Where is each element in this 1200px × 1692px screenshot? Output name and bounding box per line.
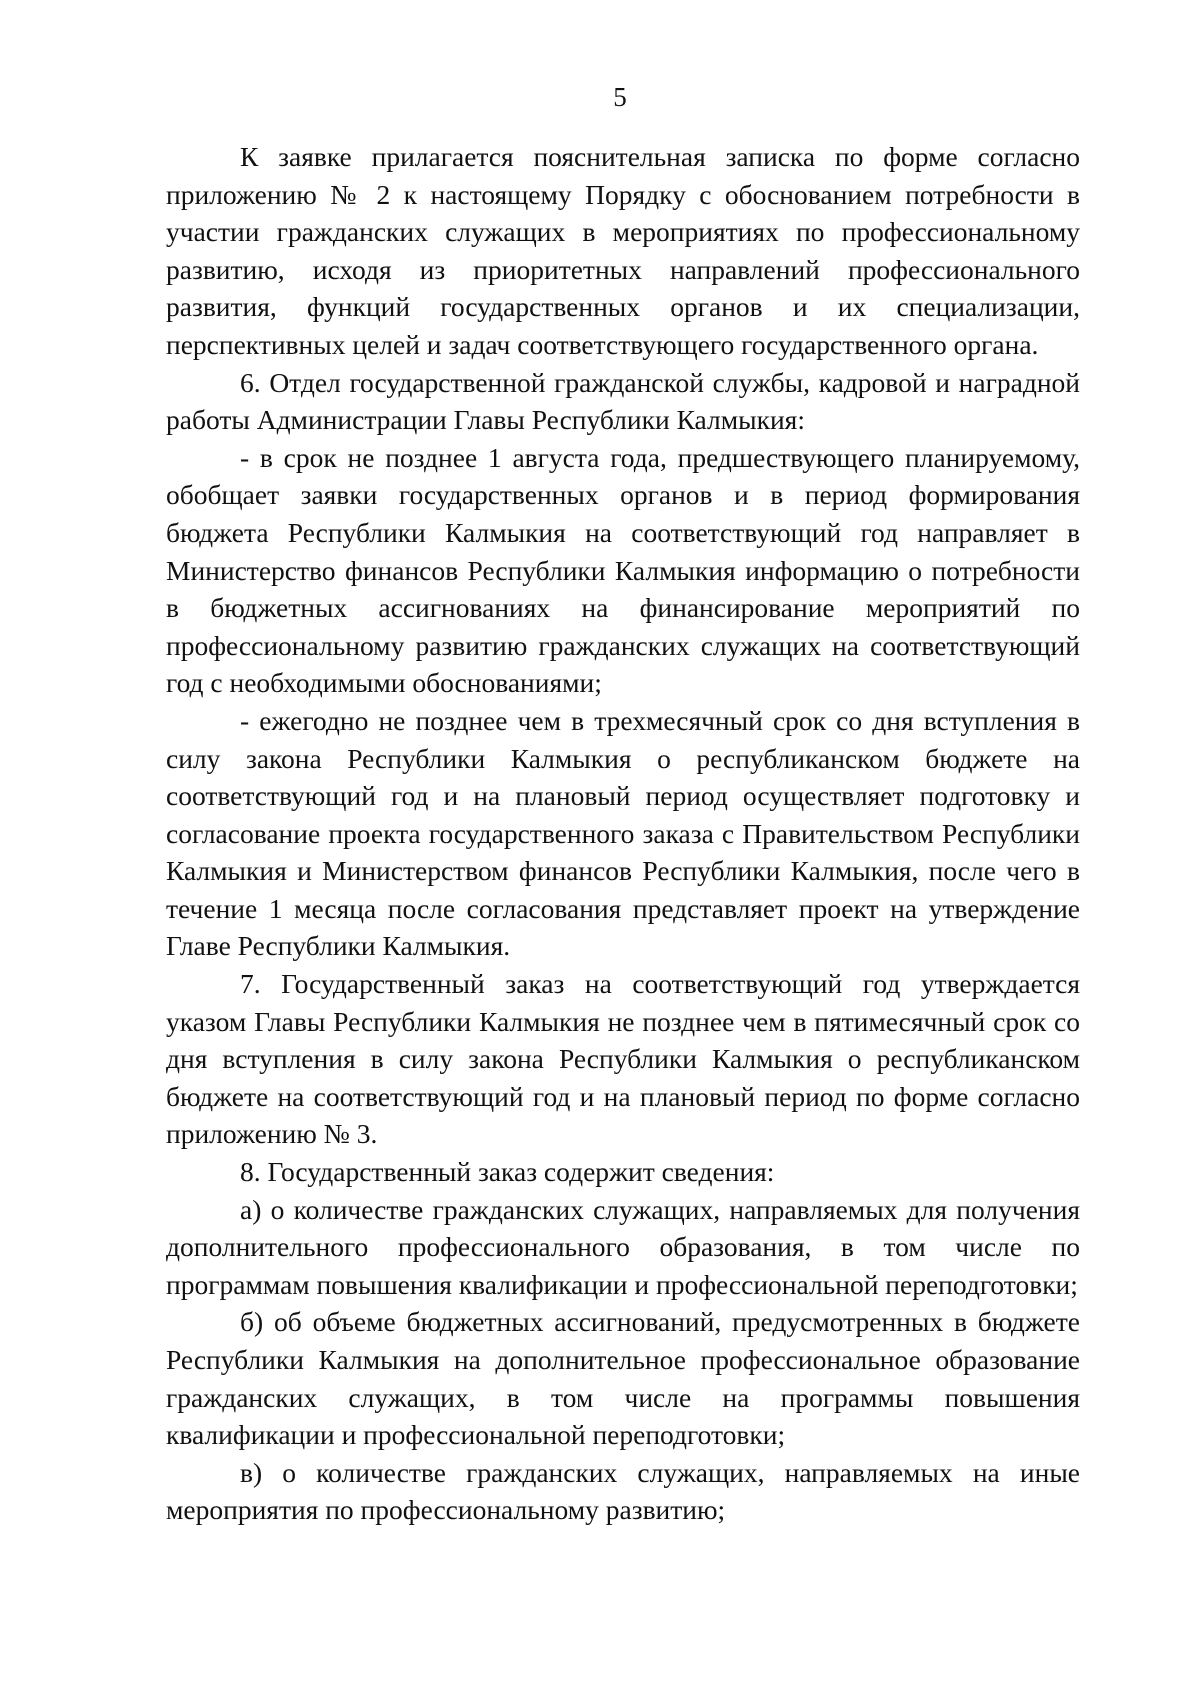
paragraph-6-item-annual: - ежегодно не позднее чем в трехмесячный срок со дня вступления в силу закона Республики Калмыкия о республиканском бюджете на соответствующий год и на плановый период осуществляет подготовку и согласование проекта государственного заказа с Правительством Республики Калмыкия и Министерством финансов Республики Калмыкия, после чего в течение 1 месяца после согласования представляет проект на утверждение Главе Республики Калмыкия. xyxy=(166,704,1080,962)
paragraph-8-item-b: б) об объеме бюджетных ассигнований, предусмотренных в бюджете Республики Калмыкия на дополнительное профессиональное образование гражданских служащих, в том числе на программы повышения квалификации и профессиональной переподготовки; xyxy=(166,1306,1080,1451)
document-body xyxy=(166,138,1080,1529)
paragraph-6-department: 6. Отдел государственной гражданской службы, кадровой и наградной работы Администрации Главы Республики Калмыкия: xyxy=(166,366,1080,436)
paragraph-7-state-order: 7. Государственный заказ на соответствующий год утверждается указом Главы Республики Калмыкия не позднее чем в пятимесячный срок со дня вступления в силу закона Республики Калмыкия о республиканском бюджете на соответствующий год и на плановый период по форме согласно приложению № 3. xyxy=(166,968,1080,1150)
paragraph-8-item-a: а) о количестве гражданских служащих, направляемых для получения дополнительного профессионального образования, в том числе по программам повышения квалификации и профессиональной переподготовки; xyxy=(166,1193,1080,1300)
paragraph-explanatory-note: К заявке прилагается пояснительная записка по форме согласно приложению № 2 к настоящему Порядку с обоснованием потребности в участии гражданских служащих в мероприятиях по профессиональному развитию, исходя из приоритетных направлений профессионального развития, функций государственных органов и их специализации, перспективных целей и задач соответствующего государственного органа. xyxy=(166,141,1080,360)
paragraph-6-item-august: - в срок не позднее 1 августа года, предшествующего планируемому, обобщает заявки государственных органов и в период формирования бюджета Республики Калмыкия на соответствующий год направляет в Министерство финансов Республики Калмыкия информацию о потребности в бюджетных ассигнованиях на финансирование мероприятий по профессиональному развитию гражданских служащих на соответствующий год с необходимыми обоснованиями; xyxy=(166,441,1080,699)
paragraph-8-contents: 8. Государственный заказ содержит сведения: xyxy=(240,1156,775,1188)
paragraph-8-item-v: в) о количестве гражданских служащих, направляемых на иные мероприятия по профессиональному развитию; xyxy=(166,1456,1080,1526)
page-number: 5 xyxy=(613,82,627,112)
